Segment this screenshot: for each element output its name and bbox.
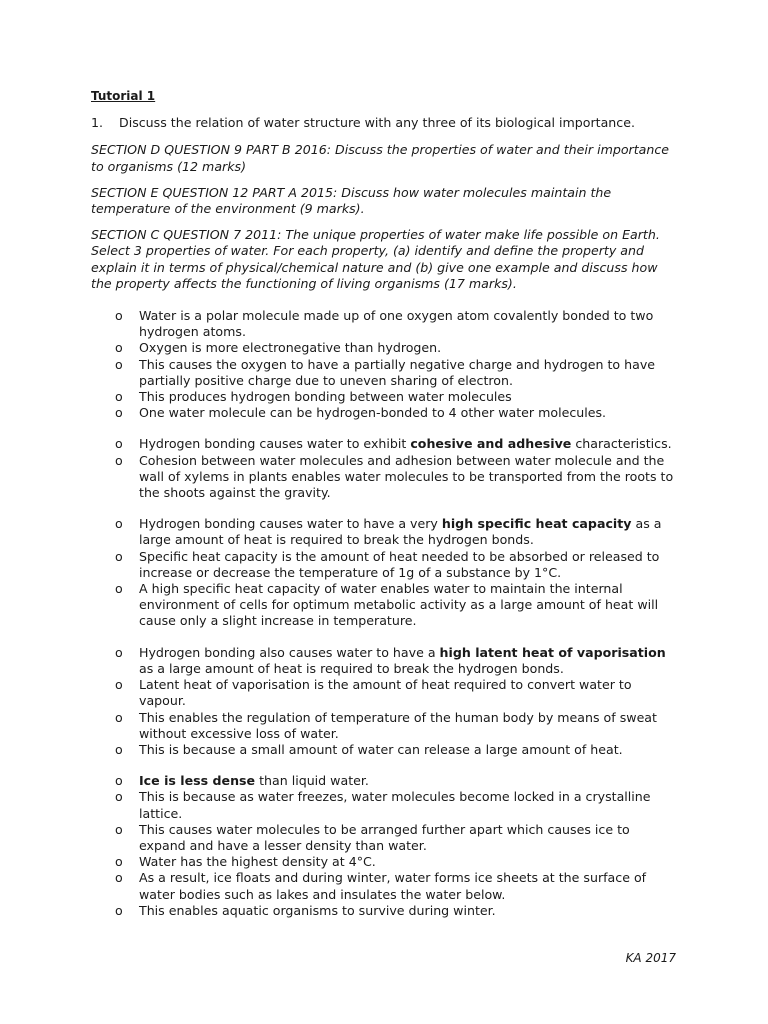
- list-item: [91, 357, 679, 389]
- list-item-text: This produces hydrogen bonding between water molecules: [139, 389, 512, 405]
- bullet-marker: o: [115, 340, 123, 356]
- footer-initials: KA 2017: [625, 951, 676, 965]
- list-item-text: As a result, ice floats and during winter, water forms ice sheets at the surface of water bodies such as lakes and insulates the water below.: [139, 870, 647, 902]
- bullet-group: [91, 773, 679, 919]
- bullet-marker: o: [115, 709, 123, 725]
- list-item-text: This causes the oxygen to have a partially negative charge and hydrogen to have partially positive charge due to uneven sharing of electron.: [139, 356, 656, 388]
- bullet-marker: o: [115, 548, 123, 564]
- list-item: [91, 854, 679, 870]
- exam-question-2016: [91, 142, 679, 174]
- exam-question-2015: [91, 185, 679, 217]
- list-item-text: characteristics.: [571, 436, 672, 452]
- list-item: [91, 340, 679, 356]
- list-item-text: Hydrogen bonding causes water to have a very: [139, 516, 442, 532]
- bullet-marker: o: [115, 405, 123, 421]
- exam-question-head: SECTION D QUESTION 9 PART B 2016:: [91, 142, 331, 158]
- list-item-text: Hydrogen bonding also causes water to have a: [139, 644, 440, 660]
- bullet-group: [91, 516, 679, 629]
- exam-question-text: Discuss how water molecules maintain the temperature of the environment (9 marks).: [91, 184, 612, 217]
- answer-bullet-list: [91, 308, 679, 919]
- bullet-marker: o: [115, 821, 123, 837]
- list-item: [91, 405, 679, 421]
- list-item-text: This enables aquatic organisms to survive during winter.: [139, 902, 496, 918]
- list-item: [91, 903, 679, 919]
- list-item: [91, 870, 679, 902]
- bullet-marker: o: [115, 741, 123, 757]
- list-item-text: Hydrogen bonding causes water to exhibit: [139, 436, 411, 452]
- list-item-text: Cohesion between water molecules and adhesion between water molecule and the wall of xylems in plants enables water molecules to be transported from the roots to the shoots against the gravity.: [139, 452, 674, 501]
- exam-question-head: SECTION C QUESTION 7 2011:: [91, 227, 282, 243]
- bullet-marker: o: [115, 581, 123, 597]
- list-item: [91, 308, 679, 340]
- bullet-marker: o: [115, 644, 123, 660]
- bullet-marker: o: [115, 308, 123, 324]
- exam-question-text: Discuss the properties of water and their importance to organisms (12 marks): [91, 142, 670, 174]
- list-item-text: Oxygen is more electronegative than hydrogen.: [139, 340, 442, 356]
- list-item-text: as a large amount of heat is required to break the hydrogen bonds.: [139, 516, 662, 548]
- list-item-text: A high specific heat capacity of water enables water to maintain the internal environment of cells for optimum metabolic activity as a large amount of heat will cause only a slight increase in temperature.: [139, 581, 659, 629]
- list-item-text: Specific heat capacity is the amount of heat needed to be absorbed or released to increase or decrease the temperature of 1g of a substance by 1°C.: [139, 548, 660, 580]
- list-item-text: as a large amount of heat is required to break the hydrogen bonds.: [139, 660, 564, 676]
- list-item-text: This is because a small amount of water can release a large amount of heat.: [139, 741, 623, 757]
- list-item: [91, 773, 679, 789]
- list-item: [91, 822, 679, 854]
- list-item-emphasis: cohesive and adhesive: [410, 436, 572, 452]
- bullet-marker: o: [115, 516, 123, 532]
- document-page: [91, 88, 679, 934]
- list-item: [91, 710, 679, 742]
- bullet-marker: o: [115, 677, 123, 693]
- list-item-text: This enables the regulation of temperature of the human body by means of sweat without excessive loss of water.: [139, 709, 657, 741]
- bullet-marker: o: [115, 356, 123, 372]
- list-item: [91, 516, 679, 548]
- bullet-marker: o: [115, 854, 123, 870]
- bullet-group: [91, 436, 679, 501]
- list-item-emphasis: Ice is less dense: [139, 773, 256, 789]
- list-item-text: One water molecule can be hydrogen-bonded to 4 other water molecules.: [139, 405, 607, 421]
- exam-question-text: The unique properties of water make life possible on Earth. Select 3 properties of water. For each property, (a) identify and define the property and explain it in terms of physical/chemical nature and (b) give one example and discuss how the property affects the functioning of living organisms (17 marks).: [91, 227, 660, 291]
- list-item: [91, 645, 679, 677]
- list-item: [91, 742, 679, 758]
- exam-question-head: SECTION E QUESTION 12 PART A 2015:: [91, 184, 338, 200]
- bullet-marker: o: [115, 452, 123, 468]
- list-item-emphasis: high latent heat of vaporisation: [439, 644, 666, 660]
- question-1: [91, 115, 679, 131]
- list-item-text: Water has the highest density at 4°C.: [139, 854, 376, 870]
- bullet-marker: o: [115, 870, 123, 886]
- list-item: [91, 581, 679, 630]
- bullet-group: [91, 308, 679, 421]
- bullet-marker: o: [115, 436, 123, 452]
- question-number: 1.: [91, 115, 104, 131]
- list-item-text: This causes water molecules to be arranged further apart which causes ice to expand and have a lesser density than water.: [139, 821, 630, 853]
- list-item: [91, 549, 679, 581]
- exam-question-2011: [91, 227, 679, 292]
- bullet-marker: o: [115, 389, 123, 405]
- list-item: [91, 436, 679, 452]
- list-item-emphasis: high specific heat capacity: [441, 516, 632, 532]
- list-item: [91, 389, 679, 405]
- list-item-text: Water is a polar molecule made up of one oxygen atom covalently bonded to two hydrogen atoms.: [139, 308, 654, 340]
- bullet-marker: o: [115, 789, 123, 805]
- bullet-group: [91, 645, 679, 758]
- list-item: [91, 453, 679, 502]
- bullet-marker: o: [115, 902, 123, 918]
- question-text: Discuss the relation of water structure with any three of its biological importance.: [119, 115, 635, 131]
- bullet-marker: o: [115, 773, 123, 789]
- list-item-text: This is because as water freezes, water molecules become locked in a crystalline lattice.: [139, 789, 651, 821]
- list-item-text: Latent heat of vaporisation is the amount of heat required to convert water to vapour.: [139, 677, 632, 709]
- list-item: [91, 789, 679, 821]
- list-item: [91, 677, 679, 709]
- list-item-text: than liquid water.: [255, 773, 369, 789]
- page-title: Tutorial 1: [91, 89, 156, 103]
